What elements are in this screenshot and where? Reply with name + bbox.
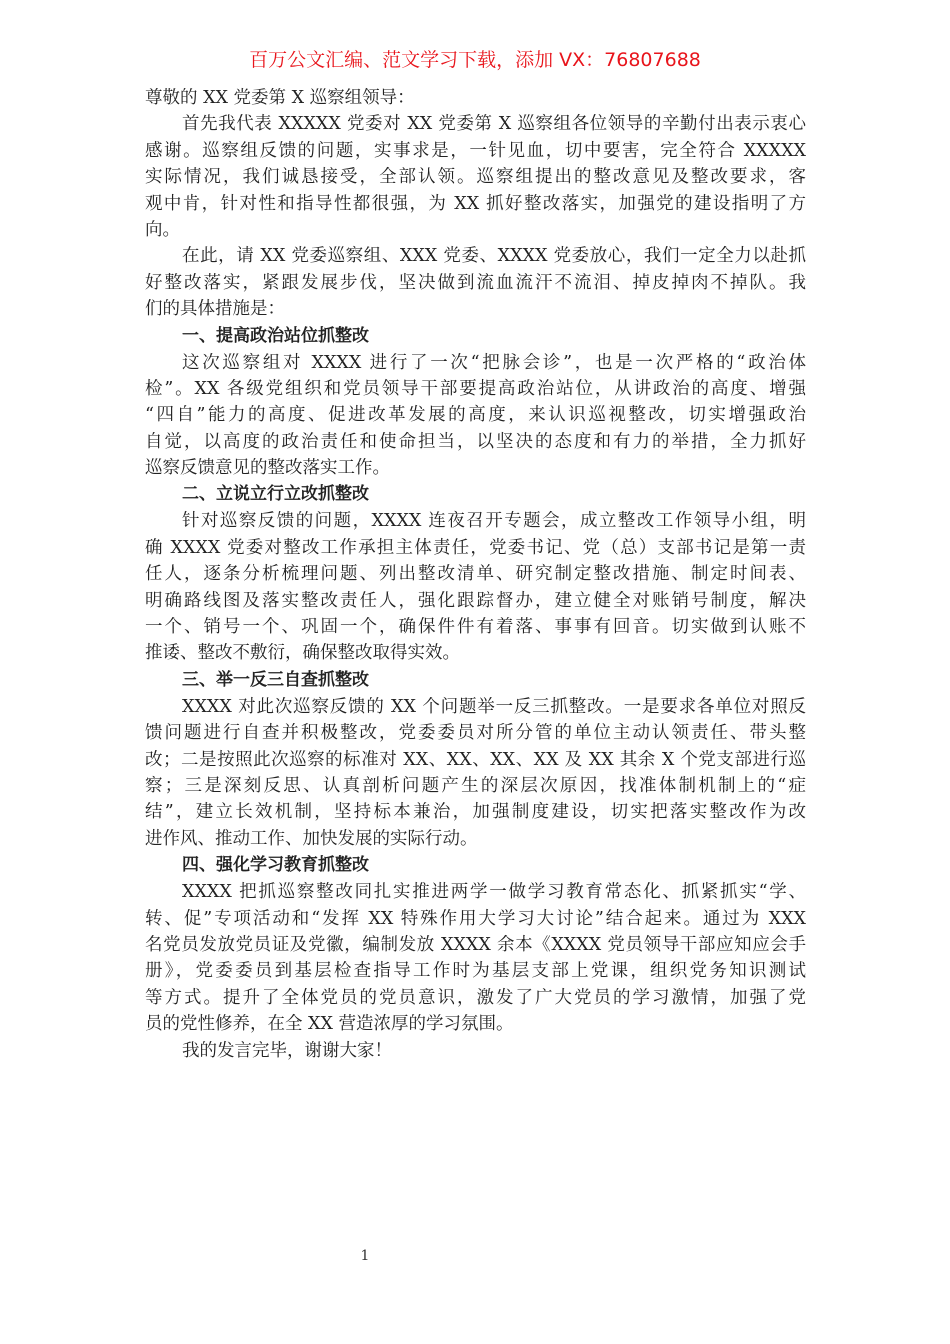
paragraph bbox=[145, 508, 806, 666]
text-line: 针对巡察反馈的问题，XXXX 连夜召开专题会，成立整改工作领导小组，明 bbox=[182, 511, 806, 532]
text-line: XXXX 对此次巡察反馈的 XX 个问题举一反三抓整改。一是要求各单位对照反 bbox=[182, 696, 806, 717]
paragraph bbox=[145, 879, 806, 1037]
text-line: 好整改落实，紧跟发展步伐，坚决做到流血流汗不流泪、掉皮掉肉不掉队。我 bbox=[145, 272, 806, 293]
text-line: 员的党性修养，在全 XX 营造浓厚的学习氛围。 bbox=[145, 1014, 514, 1035]
text-line: 我的发言完毕，谢谢大家！ bbox=[182, 1040, 392, 1061]
document-body bbox=[145, 85, 806, 1064]
text-line: 观中肯，针对性和指导性都很强，为 XX 抓好整改落实，加强党的建设指明了方 bbox=[145, 193, 806, 214]
text-line: 自觉，以高度的政治责任和使命担当，以坚决的态度和有力的举措，全力抓好 bbox=[145, 431, 806, 452]
section-heading: 三、举一反三自查抓整改 bbox=[182, 669, 369, 690]
paragraph bbox=[145, 111, 806, 243]
text-line: 向。 bbox=[145, 219, 180, 240]
text-line: 这次巡察组对 XXXX 进行了一次“把脉会诊”，也是一次严格的“政治体 bbox=[182, 352, 806, 373]
paragraph bbox=[145, 694, 806, 852]
text-line: 检”。XX 各级党组织和党员领导干部要提高政治站位，从讲政治的高度、增强 bbox=[145, 378, 806, 399]
text-line: 一个、销号一个、巩固一个，确保件件有着落、事事有回音。切实做到认账不 bbox=[145, 617, 806, 638]
text-line: 册》，党委委员到基层检查指导工作时为基层支部上党课，组织党务知识测试 bbox=[145, 961, 806, 982]
text-line: 在此，请 XX 党委巡察组、XXX 党委、XXXX 党委放心，我们一定全力以赴抓 bbox=[182, 246, 806, 267]
text-line: 等方式。提升了全体党员的党员意识，激发了广大党员的学习激情，加强了党 bbox=[145, 987, 806, 1008]
text-line: 改；二是按照此次巡察的标准对 XX、XX、XX、XX 及 XX 其余 X 个党支部进行巡 bbox=[145, 749, 806, 770]
salutation bbox=[145, 85, 806, 111]
text-line: 馈问题进行自查并积极整改，党委委员对所分管的单位主动认领责任、带头整 bbox=[145, 723, 806, 744]
text-line: 进作风、推动工作、加快发展的实际行动。 bbox=[145, 828, 478, 849]
text-line: 转、促”专项活动和“发挥 XX 特殊作用大学习大讨论”结合起来。通过为 XXX bbox=[145, 908, 806, 929]
section-heading: 一、提高政治站位抓整改 bbox=[182, 325, 369, 346]
section-heading: 四、强化学习教育抓整改 bbox=[182, 855, 369, 876]
text-line: “四自”能力的高度、促进改革发展的高度，来认识巡视整改，切实增强政治 bbox=[145, 405, 806, 426]
text-line: 们的具体措施是： bbox=[145, 299, 285, 320]
text-line: 任人，逐条分析梳理问题、列出整改清单、研究制定整改措施、制定时间表、 bbox=[145, 564, 806, 585]
text-line: 尊敬的 XX 党委第 X 巡察组领导： bbox=[145, 88, 415, 108]
text-line: 首先我代表 XXXXX 党委对 XX 党委第 X 巡察组各位领导的辛勤付出表示衷心 bbox=[182, 114, 806, 135]
text-line: 明确路线图及落实整改责任人，强化跟踪督办，建立健全对账销号制度，解决 bbox=[145, 590, 806, 611]
paragraph bbox=[145, 350, 806, 482]
text-line: 巡察反馈意见的整改落实工作。 bbox=[145, 458, 390, 479]
text-line: 感谢。巡察组反馈的问题，实事求是，一针见血，切中要害，完全符合 XXXXX bbox=[145, 140, 806, 161]
text-line: 察；三是深刻反思、认真剖析问题产生的深层次原因，找准体制机制上的“症 bbox=[145, 775, 806, 796]
section-heading: 二、立说立行立改抓整改 bbox=[182, 484, 369, 505]
text-line: XXXX 把抓巡察整改同扎实推进两学一做学习教育常态化、抓紧抓实“学、 bbox=[182, 882, 806, 903]
text-line: 确 XXXX 党委对整改工作承担主体责任，党委书记、党（总）支部书记是第一责 bbox=[145, 537, 806, 558]
text-line: 名党员发放党员证及党徽，编制发放 XXXX 余本《XXXX 党员领导干部应知应会手 bbox=[145, 934, 806, 955]
paragraph bbox=[145, 1038, 806, 1064]
text-line: 推诿、整改不敷衍，确保整改取得实效。 bbox=[145, 643, 460, 664]
page-number: 1 bbox=[360, 1248, 370, 1264]
watermark-banner: 百万公文汇编、范文学习下载，添加 VX：76807688 bbox=[249, 49, 701, 71]
paragraph bbox=[145, 243, 806, 322]
text-line: 实际情况，我们诚恳接受，全部认领。巡察组提出的整改意见及整改要求，客 bbox=[145, 167, 806, 188]
text-line: 结”，建立长效机制，坚持标本兼治，加强制度建设，切实把落实整改作为改 bbox=[145, 802, 806, 823]
